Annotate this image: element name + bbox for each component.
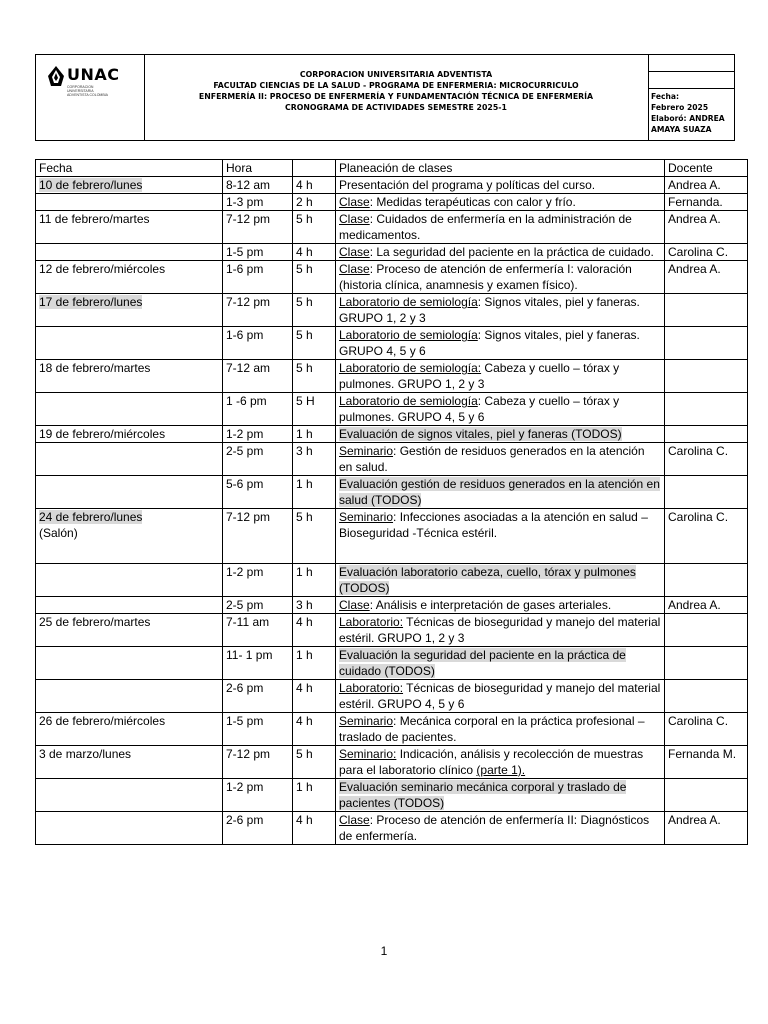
cell-planeacion [336, 746, 665, 779]
plan-description: : Mecánica corporal en la práctica profesional – traslado de pacientes. [339, 714, 645, 744]
plan-description: : Proceso de atención de enfermería II: Diagnósticos de enfermería. [339, 813, 650, 843]
header-meta [648, 55, 734, 140]
plan-type-label: Clase [339, 212, 370, 226]
cell-hora: 1-5 pm [223, 244, 293, 261]
cell-duracion: 5 h [293, 360, 336, 393]
plan-type-label: Laboratorio: [339, 615, 404, 629]
plan-description: : Gestión de residuos generados en la atención en salud. [339, 444, 645, 474]
cell-planeacion [336, 614, 665, 647]
cell-hora: 1-5 pm [223, 713, 293, 746]
plan-description: : Infecciones asociadas a la atención en salud – Bioseguridad -Técnica estéril. [339, 510, 648, 540]
cell-hora: 2-6 pm [223, 680, 293, 713]
fecha-text: 26 de febrero/miércoles [39, 714, 166, 728]
table-row [36, 614, 748, 647]
cell-docente [665, 476, 748, 509]
plan-type-label: Laboratorio de semiología: [339, 361, 482, 375]
cell-docente [665, 614, 748, 647]
cell-duracion: 1 h [293, 426, 336, 443]
cell-planeacion [336, 680, 665, 713]
plan-description: : Signos vitales, piel y faneras. GRUPO 4, 5 y 6 [339, 328, 640, 358]
cell-docente [665, 564, 748, 597]
cell-planeacion [336, 177, 665, 194]
cell-planeacion [336, 261, 665, 294]
fecha-text: 17 de febrero/lunes [39, 295, 143, 309]
col-header-hora: Hora [223, 160, 293, 177]
cell-duracion: 5 h [293, 211, 336, 244]
schedule-table [35, 159, 748, 845]
cell-hora: 1 -6 pm [223, 393, 293, 426]
cell-duracion: 5 h [293, 509, 336, 564]
cell-planeacion [336, 194, 665, 211]
cell-fecha [36, 393, 223, 426]
cell-hora: 2-5 pm [223, 597, 293, 614]
plan-description: : Análisis e interpretación de gases arteriales. [369, 598, 612, 612]
cell-hora: 2-6 pm [223, 812, 293, 845]
plan-description: Evaluación seminario mecánica corporal y traslado de pacientes (TODOS) [339, 780, 627, 810]
plan-type-label: Seminario [339, 444, 394, 458]
cell-planeacion [336, 509, 665, 564]
cell-docente: Carolina C. [665, 443, 748, 476]
cell-docente: Andrea A. [665, 177, 748, 194]
plan-description: Técnicas de bioseguridad y manejo del material estéril. GRUPO 4, 5 y 6 [339, 681, 661, 711]
cell-hora: 1-2 pm [223, 426, 293, 443]
cell-planeacion [336, 476, 665, 509]
cell-fecha [36, 327, 223, 360]
col-header-fecha: Fecha [36, 160, 223, 177]
cell-docente: Carolina C. [665, 244, 748, 261]
cell-duracion: 2 h [293, 194, 336, 211]
meta-date-label: Fecha: [651, 92, 680, 101]
table-row [36, 509, 748, 564]
cell-planeacion [336, 327, 665, 360]
cell-planeacion [336, 426, 665, 443]
fecha-text: 24 de febrero/lunes [39, 510, 143, 524]
cell-duracion: 4 h [293, 713, 336, 746]
cell-fecha [36, 426, 223, 443]
cell-duracion: 5 h [293, 327, 336, 360]
plan-description: Evaluación la seguridad del paciente en la práctica de cuidado (TODOS) [339, 648, 626, 678]
cell-planeacion [336, 564, 665, 597]
cell-duracion: 3 h [293, 443, 336, 476]
header-title [144, 55, 649, 140]
table-row [36, 261, 748, 294]
plan-description: : Cuidados de enfermería en la administración de medicamentos. [339, 212, 632, 242]
cell-fecha [36, 564, 223, 597]
plan-part-marker: (parte 1). [476, 763, 526, 777]
fecha-text: 19 de febrero/miércoles [39, 427, 166, 441]
cell-duracion: 1 h [293, 647, 336, 680]
cell-fecha [36, 194, 223, 211]
table-row [36, 597, 748, 614]
cell-fecha [36, 476, 223, 509]
plan-description: : Signos vitales, piel y faneras. GRUPO 1, 2 y 3 [339, 295, 640, 325]
plan-description: Indicación, análisis y recolección de muestras para el laboratorio clínico [339, 747, 644, 777]
cell-duracion: 3 h [293, 597, 336, 614]
cell-duracion: 4 h [293, 812, 336, 845]
unac-logo-icon [46, 65, 66, 87]
cell-hora: 7-12 pm [223, 294, 293, 327]
logo-text: UNAC [67, 65, 120, 84]
title-line-1: CORPORACION UNIVERSITARIA ADVENTISTA [299, 70, 493, 79]
logo-cell [36, 55, 145, 140]
plan-type-label: Laboratorio de semiología [339, 295, 478, 309]
plan-type-label: Seminario [339, 714, 394, 728]
cell-docente: Carolina C. [665, 509, 748, 564]
fecha-text: 10 de febrero/lunes [39, 178, 143, 192]
cell-hora: 7-12 pm [223, 509, 293, 564]
cell-hora: 1-2 pm [223, 779, 293, 812]
plan-type-label: Laboratorio de semiología [339, 394, 478, 408]
table-row [36, 393, 748, 426]
cell-hora: 1-6 pm [223, 327, 293, 360]
cell-fecha [36, 713, 223, 746]
table-row [36, 680, 748, 713]
table-row [36, 211, 748, 244]
table-row [36, 194, 748, 211]
fecha-text: 18 de febrero/martes [39, 361, 151, 375]
plan-description: Cabeza y cuello – tórax y pulmones. GRUPO 1, 2 y 3 [339, 361, 620, 391]
cell-docente [665, 426, 748, 443]
meta-empty-cell-2 [648, 72, 734, 89]
cell-fecha [36, 812, 223, 845]
cell-planeacion [336, 647, 665, 680]
plan-description: : Proceso de atención de enfermería I: valoración (historia clínica, anamnesis y examen físico). [339, 262, 632, 292]
cell-docente: Fernanda. [665, 194, 748, 211]
cell-duracion: 4 h [293, 244, 336, 261]
cell-docente [665, 360, 748, 393]
cell-duracion: 1 h [293, 779, 336, 812]
cell-planeacion [336, 597, 665, 614]
cell-docente: Carolina C. [665, 713, 748, 746]
cell-fecha [36, 261, 223, 294]
fecha-text: 12 de febrero/miércoles [39, 262, 166, 276]
plan-description: : Cabeza y cuello – tórax y pulmones. GRUPO 4, 5 y 6 [339, 394, 620, 424]
plan-description: : Medidas terapéuticas con calor y frío. [369, 195, 576, 209]
col-header-duracion [293, 160, 336, 177]
meta-author-label: Elaboró: ANDREA [651, 114, 725, 123]
cell-duracion: 4 h [293, 177, 336, 194]
cell-hora: 1-6 pm [223, 261, 293, 294]
cell-docente: Fernanda M. [665, 746, 748, 779]
cell-hora: 2-5 pm [223, 443, 293, 476]
col-header-planeacion: Planeación de clases [336, 160, 665, 177]
cell-docente: Andrea A. [665, 261, 748, 294]
cell-hora: 11- 1 pm [223, 647, 293, 680]
logo-subtext: CORPORACION UNIVERSITARIA ADVENTISTA COLOMBIA [67, 85, 108, 97]
cell-planeacion [336, 294, 665, 327]
cell-docente [665, 294, 748, 327]
cell-planeacion [336, 393, 665, 426]
cell-docente [665, 779, 748, 812]
plan-description: : La seguridad del paciente en la práctica de cuidado. [369, 245, 654, 259]
cell-hora: 7-12 pm [223, 746, 293, 779]
cell-duracion: 1 h [293, 564, 336, 597]
cell-fecha [36, 680, 223, 713]
col-header-docente: Docente [665, 160, 748, 177]
table-row [36, 244, 748, 261]
cell-fecha [36, 509, 223, 564]
plan-type-label: Seminario [339, 510, 394, 524]
table-row [36, 360, 748, 393]
table-row [36, 564, 748, 597]
cell-hora: 8-12 am [223, 177, 293, 194]
table-row [36, 327, 748, 360]
fecha-text: 11 de febrero/martes [39, 212, 150, 226]
cell-fecha [36, 294, 223, 327]
cell-docente [665, 680, 748, 713]
meta-empty-cell-1 [648, 55, 734, 72]
cell-hora: 1-2 pm [223, 564, 293, 597]
cell-fecha [36, 597, 223, 614]
cell-duracion: 5 h [293, 261, 336, 294]
cell-planeacion [336, 360, 665, 393]
cell-hora: 7-11 am [223, 614, 293, 647]
fecha-text: 3 de marzo/lunes [39, 747, 132, 761]
cell-duracion: 4 h [293, 614, 336, 647]
table-header-row [36, 160, 748, 177]
plan-type-label: Clase [339, 598, 370, 612]
plan-description: Técnicas de bioseguridad y manejo del material estéril. GRUPO 1, 2 y 3 [339, 615, 661, 645]
cell-fecha [36, 244, 223, 261]
table-row [36, 426, 748, 443]
table-row [36, 779, 748, 812]
plan-description: Evaluación laboratorio cabeza, cuello, tórax y pulmones (TODOS) [339, 565, 636, 595]
cell-duracion: 1 h [293, 476, 336, 509]
plan-description: Presentación del programa y políticas del curso. [339, 178, 596, 192]
plan-type-label: Clase [339, 245, 370, 259]
fecha-text: 25 de febrero/martes [39, 615, 151, 629]
cell-duracion: 4 h [293, 680, 336, 713]
meta-date-value: Febrero 2025 [651, 103, 709, 112]
cell-fecha [36, 177, 223, 194]
cell-hora: 5-6 pm [223, 476, 293, 509]
cell-duracion: 5 h [293, 294, 336, 327]
meta-author-value: AMAYA SUAZA [651, 125, 712, 134]
table-row [36, 713, 748, 746]
cell-fecha [36, 211, 223, 244]
cell-docente: Andrea A. [665, 597, 748, 614]
cell-fecha [36, 443, 223, 476]
cell-docente [665, 327, 748, 360]
cell-docente [665, 647, 748, 680]
title-line-3: ENFERMERÍA II: PROCESO DE ENFERMERÍA Y FUNDAMENTACIÓN TÉCNICA DE ENFERMERÍA [198, 92, 594, 101]
cell-docente: Andrea A. [665, 812, 748, 845]
cell-duracion: 5 h [293, 746, 336, 779]
cell-fecha [36, 779, 223, 812]
cell-planeacion [336, 443, 665, 476]
table-row [36, 294, 748, 327]
cell-planeacion [336, 713, 665, 746]
fecha-note: (Salón) [39, 526, 78, 540]
cell-planeacion [336, 244, 665, 261]
plan-type-label: Clase [339, 813, 370, 827]
cell-planeacion [336, 812, 665, 845]
plan-description: Evaluación gestión de residuos generados en la atención en salud (TODOS) [339, 477, 660, 507]
cell-planeacion [336, 779, 665, 812]
cell-hora: 7-12 pm [223, 211, 293, 244]
table-row [36, 476, 748, 509]
cell-fecha [36, 614, 223, 647]
table-row [36, 812, 748, 845]
plan-type-label: Laboratorio de semiología [339, 328, 478, 342]
document-header [35, 54, 735, 141]
page-number: 1 [380, 944, 388, 958]
title-line-2: FACULTAD CIENCIAS DE LA SALUD - PROGRAMA DE ENFERMERIA: MICROCURRICULO [213, 81, 579, 90]
cell-docente [665, 393, 748, 426]
cell-hora: 1-3 pm [223, 194, 293, 211]
table-row [36, 443, 748, 476]
cell-hora: 7-12 am [223, 360, 293, 393]
table-row [36, 647, 748, 680]
plan-type-label: Clase [339, 195, 370, 209]
title-line-4: CRONOGRAMA DE ACTIVIDADES SEMESTRE 2025-1 [285, 103, 507, 112]
cell-planeacion [336, 211, 665, 244]
cell-docente: Andrea A. [665, 211, 748, 244]
cell-duracion: 5 H [293, 393, 336, 426]
plan-type-label: Laboratorio: [339, 681, 404, 695]
table-row [36, 177, 748, 194]
cell-fecha [36, 647, 223, 680]
cell-fecha [36, 746, 223, 779]
plan-type-label: Clase [339, 262, 370, 276]
plan-description: Evaluación de signos vitales, piel y faneras (TODOS) [339, 427, 622, 441]
plan-type-label: Seminario: [339, 747, 397, 761]
cell-fecha [36, 360, 223, 393]
table-row [36, 746, 748, 779]
